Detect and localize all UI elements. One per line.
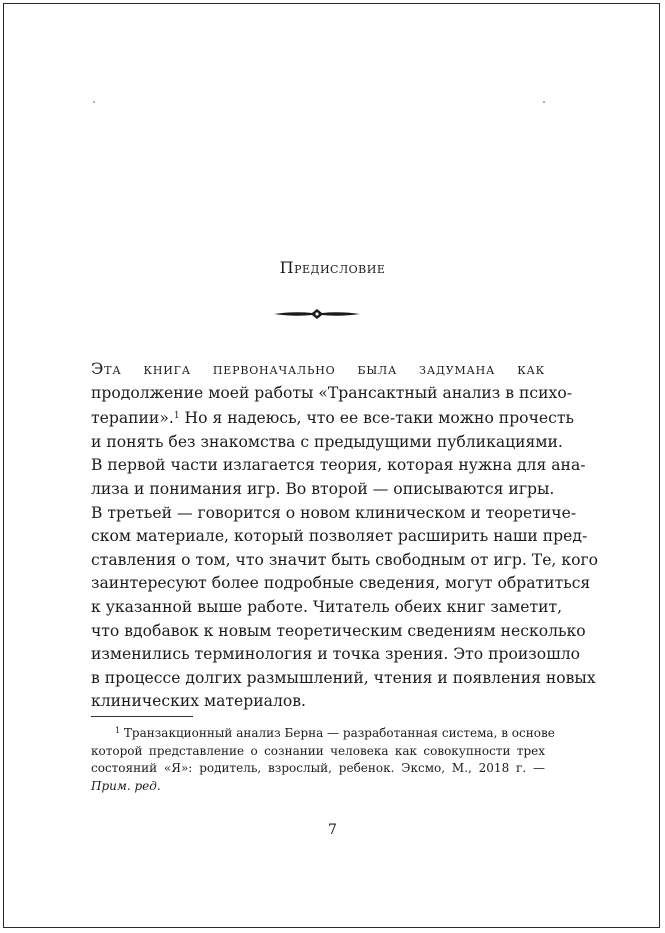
text-line: ставления о том, что значит быть свободным от игр. Те, кого [91,550,599,569]
text-line: что вдобавок к новым теоретическим сведениям несколько [91,621,586,640]
text-fragment: Но я надеюсь, что ее все-таки можно прочесть [179,409,574,428]
text-line: и понять без знакомства с предыдущими публикациями. [91,432,563,451]
footnote-line: состояний «Я»: родитель, взрослый, ребенок. Эксмо, М., 2018 г. — [91,761,545,775]
text-line: ском материале, который позволяет расширить наши пред- [91,527,588,546]
chapter-heading [0,258,665,277]
footnote [91,722,555,795]
text-line: заинтересуют более подробные сведения, могут обратиться [91,574,591,593]
preface-paragraph [91,357,599,714]
text-line: В первой части излагается теория, которая нужна для ана- [91,456,586,475]
heading-initial: П [279,258,295,277]
lead-in: Эта книга первоначально была задумана как [91,359,545,378]
footnote-divider [91,716,193,717]
text-line: клинических материалов. [91,692,306,711]
text-line: продолжение моей работы «Трансактный анализ в психо- [91,383,572,402]
footnote-line: которой представление о сознании человека как совокупности трех [91,743,545,758]
page-number: 7 [328,822,337,838]
text-line [91,357,545,382]
crop-mark-left [93,101,95,103]
text-line: В третьей — говорится о новом клиническом и теоретиче- [91,503,577,522]
footnote-text: Транзакционный анализ Берна — разработанная система, в основе [120,726,555,740]
text-line: лиза и понимания игр. Во второй — описываются игры. [91,479,555,498]
text-fragment: терапии». [91,409,174,428]
footnote-editor-note: Прим. ред. [91,778,161,793]
footnote-mark: 1 [115,726,121,735]
text-line: изменились терминология и точка зрения. Это произошло [91,645,580,664]
ornament-divider-icon [274,308,360,320]
footnote-line [91,722,555,743]
text-line: к указанной выше работе. Читатель обеих книг заметит, [91,597,563,616]
text-line: в процессе долгих размышлений, чтения и появления новых [91,668,596,687]
text-line [91,405,574,431]
heading-rest: редисловие [294,259,386,277]
footnote-reference: 1 [173,411,180,422]
crop-mark-right [543,101,545,103]
